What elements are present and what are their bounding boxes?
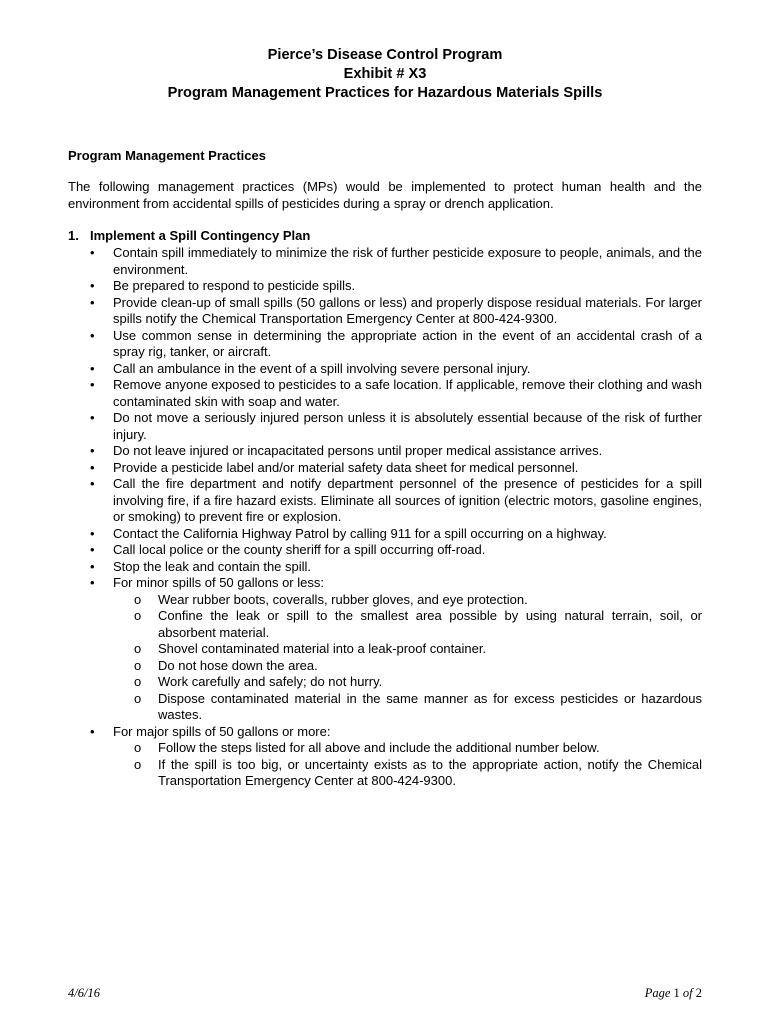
sub-list-item: o Shovel contaminated material into a leak-proof container. xyxy=(113,641,702,658)
of-word: of xyxy=(682,986,693,1000)
major-spills-item xyxy=(90,724,702,790)
list-item: • Provide clean-up of small spills (50 gallons or less) and properly dispose residual materials. For larger spills notify the Chemical Transportation Emergency Center at 800-424-9300. xyxy=(90,295,702,328)
minor-spills-label: • For minor spills of 50 gallons or less: xyxy=(113,575,324,590)
spill-plan-list xyxy=(90,245,702,790)
list-item: • Remove anyone exposed to pesticides to a safe location. If applicable, remove their clothing and wash contaminated skin with soap and water. xyxy=(90,377,702,410)
sub-list-item: o If the spill is too big, or uncertainty exists as to the appropriate action, notify the Chemical Transportation Emergency Center at 800-424-9300. xyxy=(113,757,702,790)
list-item: • Call local police or the county sheriff for a spill occurring off-road. xyxy=(90,542,702,559)
minor-spills-item xyxy=(90,575,702,724)
item-1-number: 1. xyxy=(68,228,79,243)
page-word: Page xyxy=(644,986,671,1000)
sub-list-item: o Work carefully and safely; do not hurry. xyxy=(113,674,702,691)
list-item: • Do not leave injured or incapacitated persons until proper medical assistance arrives. xyxy=(90,443,702,460)
sub-list-item: o Wear rubber boots, coveralls, rubber gloves, and eye protection. xyxy=(113,592,702,609)
sub-list-item: o Follow the steps listed for all above and include the additional number below. xyxy=(113,740,702,757)
item-1-heading xyxy=(68,228,310,245)
major-spills-list xyxy=(113,740,702,790)
page-total: 2 xyxy=(695,986,702,1000)
footer-date: 4/6/16 xyxy=(68,986,100,1000)
title-line-3: Program Management Practices for Hazardous Materials Spills xyxy=(167,85,603,101)
page-current: 1 xyxy=(673,986,680,1000)
section-heading: Program Management Practices xyxy=(68,148,266,163)
major-spills-label: • For major spills of 50 gallons or more: xyxy=(113,723,331,739)
intro-paragraph: The following management practices (MPs) would be implemented to protect human health and the environment from accidental spills of pesticides during a spray or drench application. xyxy=(68,179,702,211)
list-item: • Provide a pesticide label and/or material safety data sheet for medical personnel. xyxy=(90,460,702,477)
sub-list-item: o Do not hose down the area. xyxy=(113,658,702,675)
title-line-1: Pierce’s Disease Control Program xyxy=(267,47,503,63)
list-item: • Call the fire department and notify department personnel of the presence of pesticides for a spill involving fire, if a fire hazard exists. Eliminate all sources of ignition (electric motors, gasoline engines, or smoking) to prevent fire or explosion. xyxy=(90,476,702,526)
list-item: • Contact the California Highway Patrol by calling 911 for a spill occurring on a highway. xyxy=(90,526,702,543)
list-item: • Use common sense in determining the appropriate action in the event of an accidental crash of a spray rig, tanker, or aircraft. xyxy=(90,328,702,361)
list-item: • Stop the leak and contain the spill. xyxy=(90,559,702,576)
item-1-title: Implement a Spill Contingency Plan xyxy=(90,228,311,243)
sub-list-item: o Dispose contaminated material in the same manner as for excess pesticides or hazardous wastes. xyxy=(113,691,702,724)
footer-page-number xyxy=(645,986,702,1001)
list-item: • Be prepared to respond to pesticide spills. xyxy=(90,278,702,295)
sub-list-item: o Confine the leak or spill to the smallest area possible by using natural terrain, soil, or absorbent material. xyxy=(113,608,702,641)
document-title xyxy=(0,46,770,103)
title-line-2: Exhibit # X3 xyxy=(343,66,427,82)
list-item: • Contain spill immediately to minimize the risk of further pesticide exposure to people, animals, and the environment. xyxy=(90,245,702,278)
minor-spills-list xyxy=(113,592,702,724)
list-item: • Do not move a seriously injured person unless it is absolutely essential because of the risk of further injury. xyxy=(90,410,702,443)
list-item: • Call an ambulance in the event of a spill involving severe personal injury. xyxy=(90,361,702,378)
